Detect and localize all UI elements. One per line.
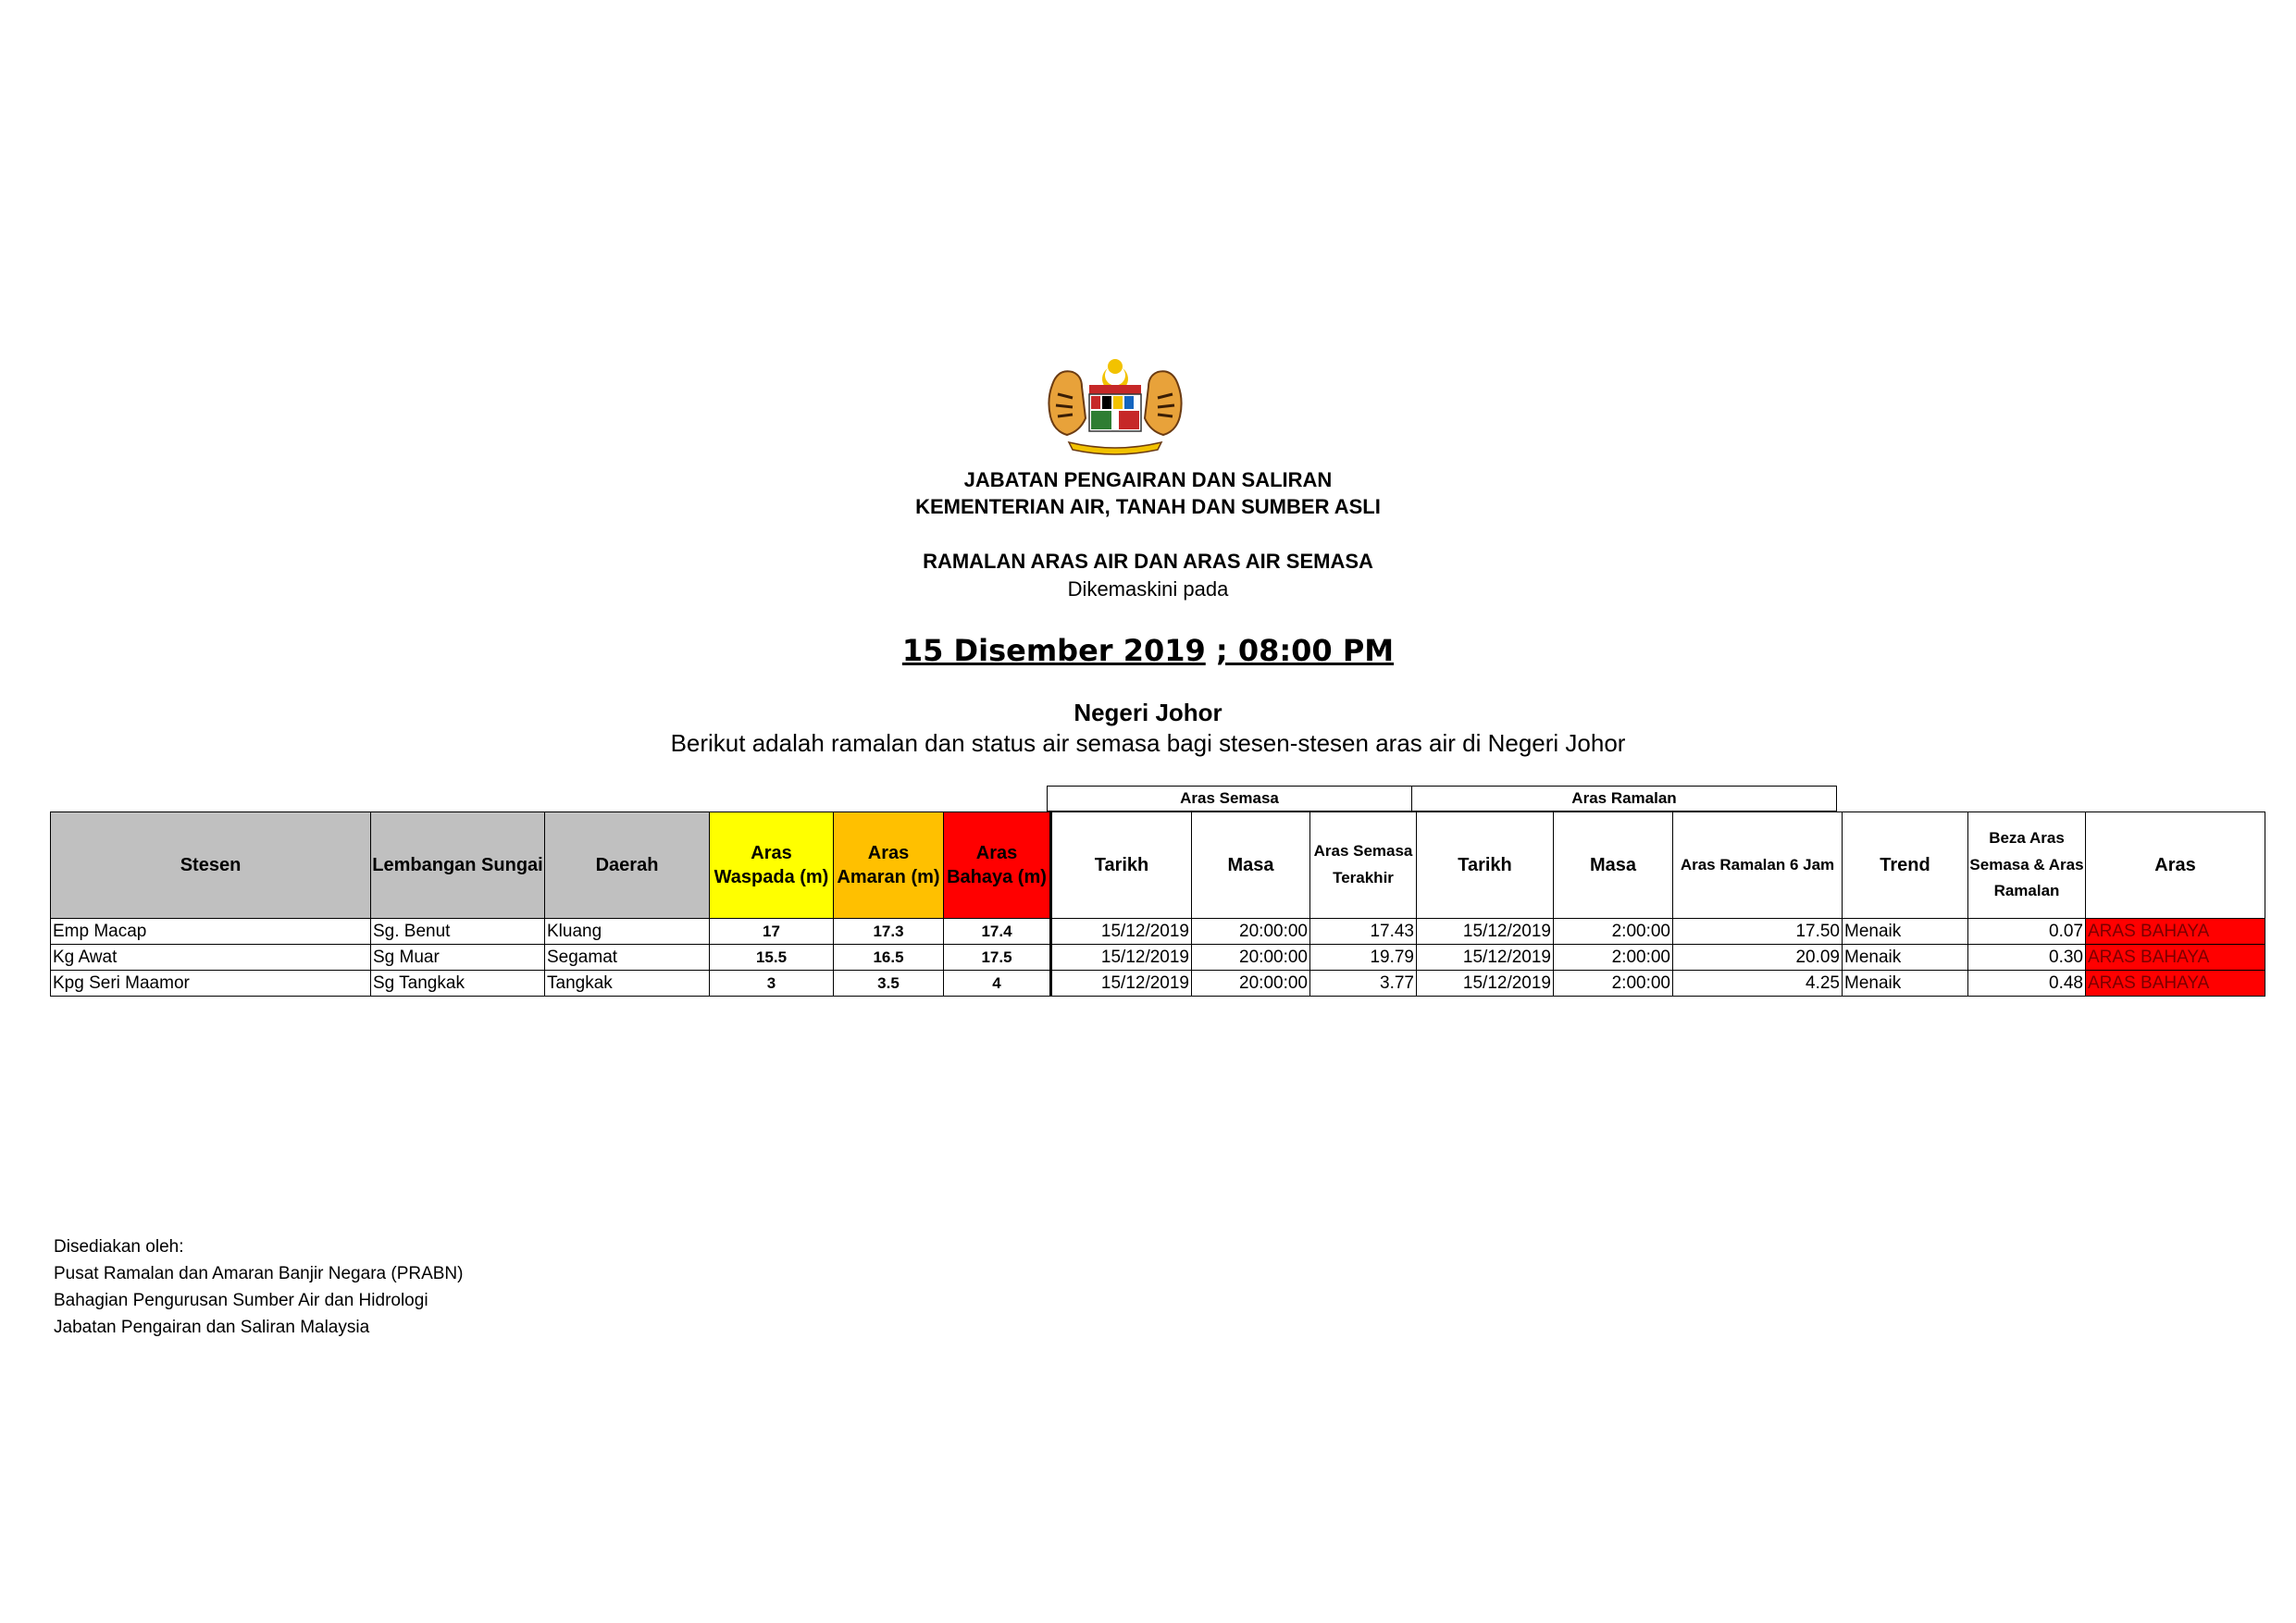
cell-waspada: 17 bbox=[710, 919, 834, 945]
cell-aras-ramalan: 4.25 bbox=[1673, 971, 1843, 997]
col-trend: Trend bbox=[1843, 812, 1968, 919]
group-header-aras-semasa: Aras Semasa bbox=[1047, 786, 1412, 812]
cell-tarikh-semasa: 15/12/2019 bbox=[1051, 971, 1192, 997]
col-tarikh-ramalan: Tarikh bbox=[1417, 812, 1554, 919]
report-title: RAMALAN ARAS AIR DAN ARAS AIR SEMASA bbox=[923, 550, 1373, 573]
cell-aras-ramalan: 20.09 bbox=[1673, 945, 1843, 971]
cell-lembangan: Sg Tangkak bbox=[371, 971, 545, 997]
cell-beza: 0.48 bbox=[1968, 971, 2086, 997]
cell-trend: Menaik bbox=[1843, 945, 1968, 971]
cell-beza: 0.07 bbox=[1968, 919, 2086, 945]
footer-label: Disediakan oleh: bbox=[54, 1237, 184, 1257]
cell-aras-semasa: 19.79 bbox=[1310, 945, 1417, 971]
cell-bahaya: 4 bbox=[944, 971, 1051, 997]
table-row bbox=[51, 919, 2265, 945]
group-header-aras-ramalan: Aras Ramalan bbox=[1411, 786, 1837, 812]
col-daerah: Daerah bbox=[545, 812, 710, 919]
cell-masa-semasa: 20:00:00 bbox=[1192, 919, 1310, 945]
cell-aras-semasa: 17.43 bbox=[1310, 919, 1417, 945]
cell-tarikh-ramalan: 15/12/2019 bbox=[1417, 919, 1554, 945]
update-time: ; 08:00 PM bbox=[1215, 633, 1395, 668]
cell-stesen: Kpg Seri Maamor bbox=[51, 971, 371, 997]
report-description: Berikut adalah ramalan dan status air semasa bagi stesen-stesen aras air di Negeri Johor bbox=[670, 729, 1626, 757]
cell-masa-semasa: 20:00:00 bbox=[1192, 945, 1310, 971]
water-level-table bbox=[50, 812, 2265, 997]
table-row bbox=[51, 945, 2265, 971]
table-row bbox=[51, 971, 2265, 997]
cell-masa-ramalan: 2:00:00 bbox=[1554, 971, 1673, 997]
cell-daerah: Kluang bbox=[545, 919, 710, 945]
cell-masa-semasa: 20:00:00 bbox=[1192, 971, 1310, 997]
cell-aras-status: ARAS BAHAYA bbox=[2086, 919, 2265, 945]
col-aras-ramalan-6-jam: Aras Ramalan 6 Jam bbox=[1673, 812, 1843, 919]
cell-aras-status: ARAS BAHAYA bbox=[2086, 971, 2265, 997]
prepared-by-footer bbox=[54, 1233, 463, 1341]
cell-daerah: Segamat bbox=[545, 945, 710, 971]
update-date: 15 Disember 2019 bbox=[901, 633, 1206, 668]
cell-aras-ramalan: 17.50 bbox=[1673, 919, 1843, 945]
col-aras-semasa-terakhir: Aras Semasa Terakhir bbox=[1310, 812, 1417, 919]
cell-lembangan: Sg. Benut bbox=[371, 919, 545, 945]
table-header-row bbox=[51, 812, 2265, 919]
col-aras: Aras bbox=[2086, 812, 2265, 919]
cell-lembangan: Sg Muar bbox=[371, 945, 545, 971]
cell-amaran: 16.5 bbox=[834, 945, 944, 971]
cell-trend: Menaik bbox=[1843, 919, 1968, 945]
cell-trend: Menaik bbox=[1843, 971, 1968, 997]
cell-bahaya: 17.4 bbox=[944, 919, 1051, 945]
cell-waspada: 15.5 bbox=[710, 945, 834, 971]
footer-agency: Pusat Ramalan dan Amaran Banjir Negara (PRABN) bbox=[54, 1264, 464, 1283]
cell-daerah: Tangkak bbox=[545, 971, 710, 997]
coat-of-arms-icon bbox=[1041, 357, 1189, 457]
col-bahaya: Aras Bahaya (m) bbox=[944, 812, 1051, 919]
update-datetime bbox=[0, 633, 2296, 668]
col-tarikh-semasa: Tarikh bbox=[1051, 812, 1192, 919]
cell-tarikh-semasa: 15/12/2019 bbox=[1051, 945, 1192, 971]
updated-label: Dikemaskini pada bbox=[1067, 577, 1229, 601]
col-stesen: Stesen bbox=[51, 812, 371, 919]
cell-waspada: 3 bbox=[710, 971, 834, 997]
cell-stesen: Emp Macap bbox=[51, 919, 371, 945]
col-amaran: Aras Amaran (m) bbox=[834, 812, 944, 919]
department-name: JABATAN PENGAIRAN DAN SALIRAN bbox=[963, 468, 1333, 491]
cell-stesen: Kg Awat bbox=[51, 945, 371, 971]
cell-aras-status: ARAS BAHAYA bbox=[2086, 945, 2265, 971]
cell-amaran: 17.3 bbox=[834, 919, 944, 945]
footer-division: Bahagian Pengurusan Sumber Air dan Hidrologi bbox=[54, 1291, 428, 1310]
state-name: Negeri Johor bbox=[1074, 699, 1222, 726]
cell-beza: 0.30 bbox=[1968, 945, 2086, 971]
col-masa-semasa: Masa bbox=[1192, 812, 1310, 919]
col-beza-aras: Beza Aras Semasa & Aras Ramalan bbox=[1968, 812, 2086, 919]
col-waspada: Aras Waspada (m) bbox=[710, 812, 834, 919]
cell-aras-semasa: 3.77 bbox=[1310, 971, 1417, 997]
footer-department: Jabatan Pengairan dan Saliran Malaysia bbox=[54, 1318, 370, 1337]
cell-tarikh-ramalan: 15/12/2019 bbox=[1417, 971, 1554, 997]
cell-masa-ramalan: 2:00:00 bbox=[1554, 945, 1673, 971]
ministry-name: KEMENTERIAN AIR, TANAH DAN SUMBER ASLI bbox=[915, 495, 1381, 518]
cell-amaran: 3.5 bbox=[834, 971, 944, 997]
cell-bahaya: 17.5 bbox=[944, 945, 1051, 971]
col-lembangan: Lembangan Sungai bbox=[371, 812, 545, 919]
cell-tarikh-semasa: 15/12/2019 bbox=[1051, 919, 1192, 945]
cell-tarikh-ramalan: 15/12/2019 bbox=[1417, 945, 1554, 971]
col-masa-ramalan: Masa bbox=[1554, 812, 1673, 919]
cell-masa-ramalan: 2:00:00 bbox=[1554, 919, 1673, 945]
